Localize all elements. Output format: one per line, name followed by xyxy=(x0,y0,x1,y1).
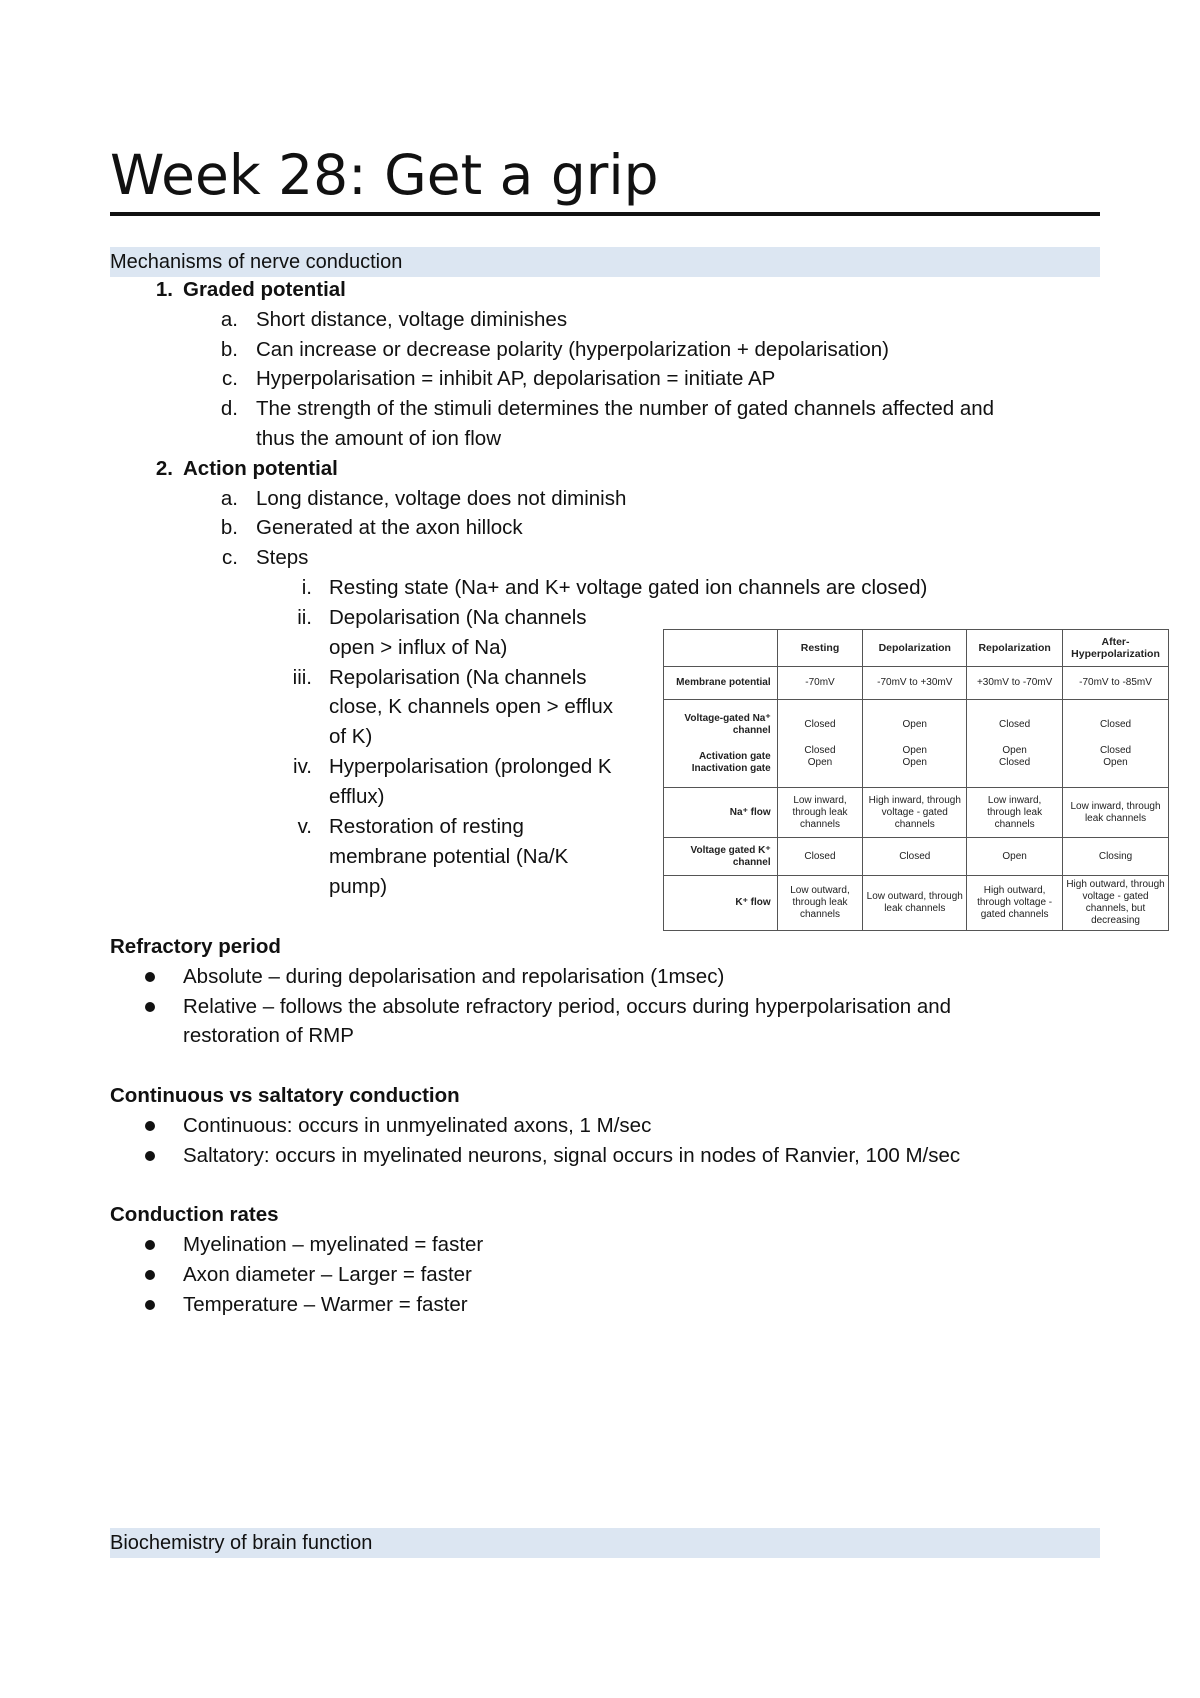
cell-value: Open xyxy=(807,756,833,768)
section-heading-biochemistry: Biochemistry of brain function xyxy=(110,1528,1100,1558)
step-marker: iii. xyxy=(292,666,312,689)
bullet-icon xyxy=(145,972,155,982)
step-marker: i. xyxy=(301,576,312,599)
bullet-text: Myelination – myelinated = faster xyxy=(183,1233,484,1256)
bullet-icon xyxy=(145,1151,155,1161)
heading-continuous-vs-saltatory: Continuous vs saltatory conduction xyxy=(110,1084,460,1107)
cell-value: Open xyxy=(1103,756,1128,768)
table-cell: Closed xyxy=(777,838,863,876)
step-text: Repolarisation (Na channels xyxy=(329,666,587,689)
table-cell xyxy=(777,700,863,788)
table-cell: Low inward, through leak channels xyxy=(967,788,1063,838)
step-text: of K) xyxy=(329,725,373,748)
cell-value: Closed xyxy=(1099,744,1132,756)
cell-value: Open xyxy=(1002,744,1027,756)
step-text: efflux) xyxy=(329,785,385,808)
table-cell: Low outward, through leak channels xyxy=(777,876,863,931)
list-item-graded-potential: Graded potential xyxy=(183,278,346,301)
page-title: Week 28: Get a grip xyxy=(110,143,659,207)
table-header: Repolarization xyxy=(967,630,1063,667)
table-header: Resting xyxy=(777,630,863,667)
cell-value: Closed xyxy=(1099,718,1132,730)
cell-value: Open xyxy=(902,756,927,768)
bullet-icon xyxy=(145,1240,155,1250)
table-cell: -70mV xyxy=(777,667,863,700)
cell-value: Closed xyxy=(804,718,836,730)
table-header: After-Hyperpolarization xyxy=(1063,630,1169,667)
list-number: 1. xyxy=(155,278,173,301)
sub-item: Steps xyxy=(256,546,309,569)
sub-marker: b. xyxy=(220,338,238,361)
table-header: Depolarization xyxy=(863,630,967,667)
sub-item: Can increase or decrease polarity (hyperpolarization + depolarisation) xyxy=(256,338,889,361)
row-label-activation: Activation gate xyxy=(698,750,771,762)
bullet-icon xyxy=(145,1121,155,1131)
sub-item-continuation: thus the amount of ion flow xyxy=(256,427,502,450)
table-cell: Low inward, through leak channels xyxy=(1063,788,1169,838)
row-label: Membrane potential xyxy=(664,667,778,700)
row-label: K⁺ flow xyxy=(664,876,778,931)
sub-marker: b. xyxy=(220,516,238,539)
row-label-vg-na: Voltage-gated Na⁺ channel xyxy=(684,712,771,736)
row-label xyxy=(664,700,778,788)
sub-marker: c. xyxy=(222,546,238,569)
list-number: 2. xyxy=(155,457,173,480)
bullet-icon xyxy=(145,1270,155,1280)
table-cell: Closing xyxy=(1063,838,1169,876)
cell-value: Closed xyxy=(804,744,836,756)
step-marker: ii. xyxy=(297,606,312,629)
table-cell: +30mV to -70mV xyxy=(967,667,1063,700)
table-cell: Low outward, through leak channels xyxy=(863,876,967,931)
table-cell: High inward, through voltage - gated channels xyxy=(863,788,967,838)
bullet-text-continuation: restoration of RMP xyxy=(183,1024,354,1047)
step-text: Depolarisation (Na channels xyxy=(329,606,587,629)
cell-value: Open xyxy=(902,718,927,730)
step-text: Hyperpolarisation (prolonged K xyxy=(329,755,612,778)
row-label-inactivation: Inactivation gate xyxy=(691,762,771,774)
bullet-text: Absolute – during depolarisation and repolarisation (1msec) xyxy=(183,965,725,988)
step-marker: iv. xyxy=(293,755,312,778)
section-heading-nerve-conduction: Mechanisms of nerve conduction xyxy=(110,247,1100,277)
bullet-icon xyxy=(145,1002,155,1012)
table-corner xyxy=(664,630,778,667)
sub-item: Long distance, voltage does not diminish xyxy=(256,487,627,510)
sub-marker: c. xyxy=(222,367,238,390)
cell-value: Closed xyxy=(999,756,1031,768)
table-cell xyxy=(967,700,1063,788)
table-cell: Low inward, through leak channels xyxy=(777,788,863,838)
bullet-text: Continuous: occurs in unmyelinated axons, 1 M/sec xyxy=(183,1114,652,1137)
sub-marker: d. xyxy=(220,397,238,420)
sub-marker: a. xyxy=(220,487,238,510)
bullet-icon xyxy=(145,1300,155,1310)
cell-value: Open xyxy=(902,744,927,756)
table-cell: Open xyxy=(967,838,1063,876)
table-cell: High outward, through voltage - gated channels, but decreasing xyxy=(1063,876,1169,931)
step-text: open > influx of Na) xyxy=(329,636,508,659)
table-cell xyxy=(1063,700,1169,788)
step-marker: v. xyxy=(297,815,312,838)
step-text: close, K channels open > efflux xyxy=(329,695,613,718)
sub-marker: a. xyxy=(220,308,238,331)
step-text: pump) xyxy=(329,875,388,898)
list-item-action-potential: Action potential xyxy=(183,457,338,480)
title-underline xyxy=(110,212,1100,216)
heading-conduction-rates: Conduction rates xyxy=(110,1203,279,1226)
step-text: Restoration of resting xyxy=(329,815,524,838)
table-cell: Closed xyxy=(863,838,967,876)
table-cell: High outward, through voltage - gated channels xyxy=(967,876,1063,931)
bullet-text: Temperature – Warmer = faster xyxy=(183,1293,468,1316)
heading-refractory-period: Refractory period xyxy=(110,935,281,958)
table-cell: -70mV to +30mV xyxy=(863,667,967,700)
sub-item: The strength of the stimuli determines the number of gated channels affected and xyxy=(256,397,995,420)
bullet-text: Relative – follows the absolute refractory period, occurs during hyperpolarisation and xyxy=(183,995,952,1018)
sub-item: Generated at the axon hillock xyxy=(256,516,523,539)
row-label: Voltage gated K⁺ channel xyxy=(664,838,778,876)
bullet-text: Saltatory: occurs in myelinated neurons, signal occurs in nodes of Ranvier, 100 M/sec xyxy=(183,1144,961,1167)
cell-value: Closed xyxy=(999,718,1031,730)
action-potential-table xyxy=(663,629,1169,931)
table-cell xyxy=(863,700,967,788)
bullet-text: Axon diameter – Larger = faster xyxy=(183,1263,472,1286)
sub-item: Short distance, voltage diminishes xyxy=(256,308,568,331)
step-text: membrane potential (Na/K xyxy=(329,845,569,868)
table-cell: -70mV to -85mV xyxy=(1063,667,1169,700)
sub-item: Hyperpolarisation = inhibit AP, depolarisation = initiate AP xyxy=(256,367,776,390)
step-text: Resting state (Na+ and K+ voltage gated ion channels are closed) xyxy=(329,576,928,599)
row-label: Na⁺ flow xyxy=(664,788,778,838)
